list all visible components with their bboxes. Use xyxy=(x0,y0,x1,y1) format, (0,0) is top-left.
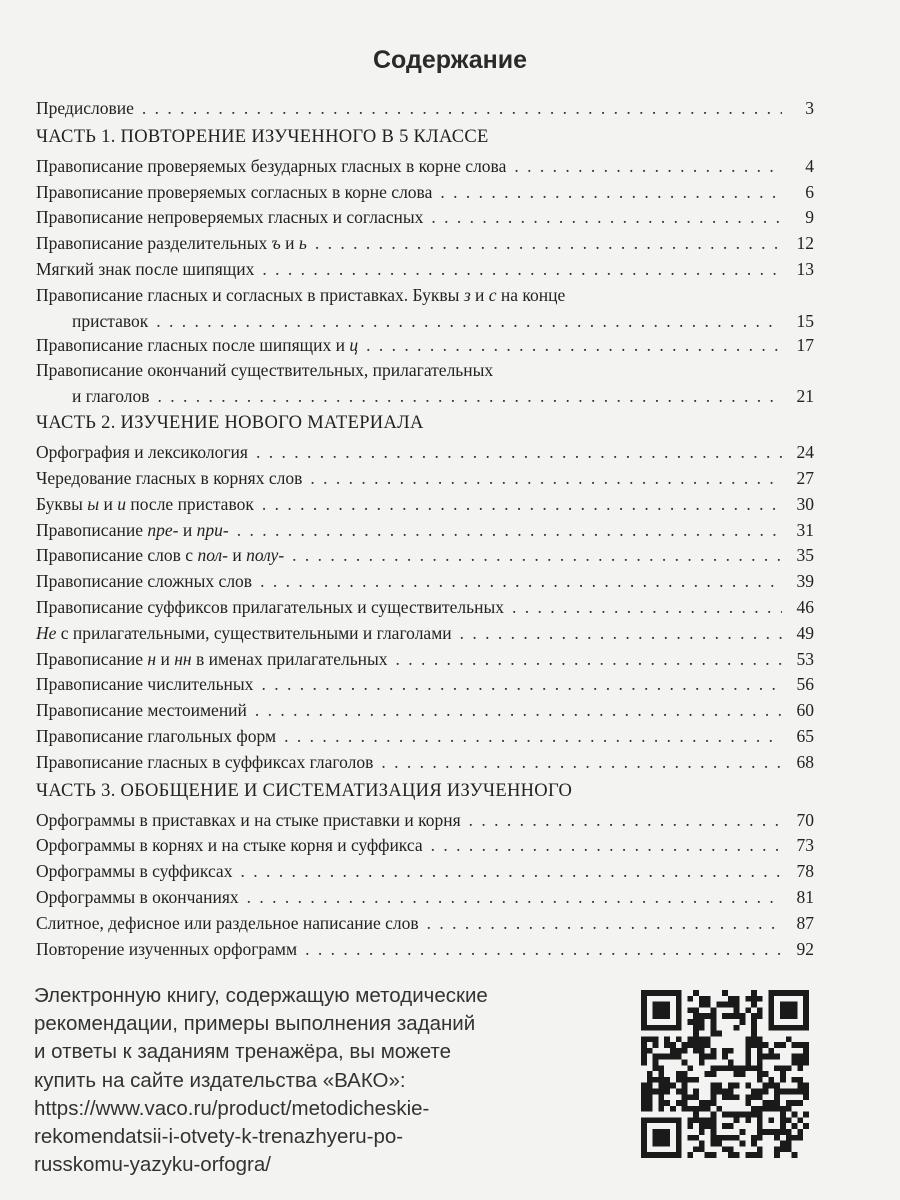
toc-entry-title xyxy=(36,939,297,960)
note-line: купить на сайте издательства «ВАКО»: xyxy=(34,1068,406,1092)
note-line: и ответы к заданиям тренажёра, вы можете xyxy=(34,1040,451,1064)
toc-entry-title xyxy=(36,913,419,934)
toc-entry-title xyxy=(36,726,276,747)
toc-entry xyxy=(36,207,814,233)
title-text: ЧАСТЬ 2. ИЗУЧЕНИЕ НОВОГО МАТЕРИАЛА xyxy=(36,413,424,434)
toc-page-number: 17 xyxy=(796,334,814,355)
title-text: Орфограммы в окончаниях xyxy=(36,886,239,907)
title-text: и xyxy=(470,284,489,305)
toc-entry-title xyxy=(36,127,489,148)
title-text: и xyxy=(178,519,197,540)
toc-entry-title xyxy=(36,752,373,773)
toc-page-number: 6 xyxy=(805,181,814,202)
toc-page-number: 15 xyxy=(796,310,814,331)
toc-entry xyxy=(36,494,814,520)
toc-entry xyxy=(36,285,814,311)
note-line: rekomendatsii-i-otvety-k-trenazhyeru-po- xyxy=(34,1125,404,1149)
toc-page-number: 46 xyxy=(796,596,814,617)
italic-letters: при- xyxy=(196,519,229,540)
dot-leader xyxy=(262,494,782,515)
title-text: ЧАСТЬ 1. ПОВТОРЕНИЕ ИЗУЧЕННОГО В 5 КЛАССЕ xyxy=(36,126,489,147)
title-text: с прилагательными, существительными и глаголами xyxy=(56,622,452,643)
toc-page-number: 49 xyxy=(796,622,814,643)
title-text: Орфограммы в суффиксах xyxy=(36,861,233,882)
toc-entry xyxy=(36,520,814,546)
toc-page-number: 39 xyxy=(796,571,814,592)
toc-entry-title xyxy=(36,861,232,882)
dot-leader xyxy=(156,311,782,332)
toc-entry-title xyxy=(36,233,307,254)
toc-entry xyxy=(36,939,814,965)
dot-leader xyxy=(292,545,782,566)
toc-entry-title xyxy=(36,810,461,831)
title-text: Орфограммы в корнях и на стыке корня и суффикса xyxy=(36,835,423,856)
toc-entry-title xyxy=(36,571,252,592)
italic-letters: и xyxy=(117,493,126,514)
title-text: Буквы xyxy=(36,493,88,514)
title-text: Правописание числительных xyxy=(36,674,254,695)
title-text: ЧАСТЬ 3. ОБОБЩЕНИЕ И СИСТЕМАТИЗАЦИЯ ИЗУЧЕННОГО xyxy=(36,780,573,801)
dot-leader xyxy=(256,442,782,463)
title-text: Мягкий знак после шипящих xyxy=(36,258,255,279)
toc-entry-title xyxy=(36,335,358,356)
toc-entry-title xyxy=(36,494,254,515)
italic-letters: ь xyxy=(298,233,307,254)
title-text: Орфография и лексикология xyxy=(36,442,248,463)
dot-leader xyxy=(469,810,782,831)
toc-section-heading xyxy=(36,127,814,156)
dot-leader xyxy=(247,887,782,908)
title-text: и xyxy=(280,233,299,254)
italic-letters: н xyxy=(147,648,157,669)
toc-entry-title xyxy=(36,386,150,407)
toc-entry-title xyxy=(36,98,134,119)
toc-entry xyxy=(36,468,814,494)
title-text: и xyxy=(227,545,247,566)
toc-entry-title xyxy=(36,781,572,802)
toc-page-number: 53 xyxy=(796,648,814,669)
toc-entry xyxy=(36,597,814,623)
toc-page-number: 65 xyxy=(796,725,814,746)
title-text: Правописание xyxy=(36,519,148,540)
dot-leader xyxy=(305,939,782,960)
title-text: в именах прилагательных xyxy=(191,648,388,669)
dot-leader xyxy=(381,752,782,773)
toc-page-number: 56 xyxy=(796,674,814,695)
page-title: Содержание xyxy=(372,46,528,74)
toc-entry-title xyxy=(36,545,284,566)
toc-page-number: 68 xyxy=(796,751,814,772)
dot-leader xyxy=(514,156,782,177)
note-line: russkomu-yazyku-orfogra/ xyxy=(34,1153,271,1177)
title-text: Правописание глагольных форм xyxy=(36,725,277,746)
dot-leader xyxy=(237,520,782,541)
title-text: Правописание непроверяемых гласных и согласных xyxy=(36,207,424,228)
italic-letters: ы xyxy=(87,493,100,514)
italic-letters: ц xyxy=(349,334,359,355)
toc-entry-title xyxy=(36,311,148,332)
italic-letters: пол- xyxy=(197,545,228,566)
dot-leader xyxy=(261,674,782,695)
italic-letters: полу- xyxy=(246,545,285,566)
dot-leader xyxy=(440,182,782,203)
title-text: и xyxy=(99,493,118,514)
dot-leader xyxy=(284,726,782,747)
toc-entry-title xyxy=(36,360,493,381)
toc-page-number: 21 xyxy=(796,386,814,407)
toc-page-number: 27 xyxy=(796,467,814,488)
toc-entry-title xyxy=(36,285,565,306)
note-line: рекомендации, примеры выполнения заданий xyxy=(34,1012,476,1036)
toc-entry-title xyxy=(36,259,254,280)
dot-leader xyxy=(366,335,782,356)
toc-entry xyxy=(36,360,814,386)
toc-entry-title xyxy=(36,413,424,434)
note-line: Электронную книгу, содержащую методические xyxy=(34,984,488,1007)
title-text: Орфограммы в приставках и на стыке приставки и корня xyxy=(36,809,461,830)
toc-entry xyxy=(36,156,814,182)
dot-leader xyxy=(158,386,782,407)
toc-page-number: 73 xyxy=(796,835,814,856)
toc-section-heading xyxy=(36,413,814,442)
dot-leader xyxy=(460,623,782,644)
ebook-note xyxy=(34,982,624,1179)
title-text: Чередование гласных в корнях слов xyxy=(36,467,303,488)
dot-leader xyxy=(142,98,782,119)
dot-leader xyxy=(262,259,782,280)
toc-entry xyxy=(36,649,814,675)
title-text: Правописание разделительных xyxy=(36,233,272,254)
dot-leader xyxy=(240,861,782,882)
title-text: Правописание сложных слов xyxy=(36,571,253,592)
toc-page-number: 13 xyxy=(796,258,814,279)
toc-entry xyxy=(36,311,814,335)
toc-entry-title xyxy=(36,156,506,177)
dot-leader xyxy=(255,700,782,721)
toc-entry-title xyxy=(36,520,229,541)
toc-entry-title xyxy=(36,835,423,856)
italic-letters: с xyxy=(488,284,497,305)
toc-page-number: 12 xyxy=(796,233,814,254)
table-of-contents xyxy=(36,98,814,964)
title-text: Правописание гласных после шипящих и xyxy=(36,334,350,355)
dot-leader xyxy=(431,207,782,228)
toc-entry-title xyxy=(36,887,239,908)
title-text: Предисловие xyxy=(36,98,134,118)
toc-entry xyxy=(36,182,814,208)
italic-letters: Не xyxy=(36,622,57,643)
title-text: Слитное, дефисное или раздельное написание слов xyxy=(36,912,419,933)
toc-entry xyxy=(36,233,814,259)
title-text: Правописание окончаний существительных, прилагательных xyxy=(36,360,494,381)
toc-entry xyxy=(36,810,814,836)
toc-entry xyxy=(36,545,814,571)
toc-entry-title xyxy=(36,674,253,695)
title-text: Правописание гласных и согласных в приставках. Буквы xyxy=(36,284,464,305)
toc-page-number: 9 xyxy=(805,207,814,228)
toc-entry xyxy=(36,623,814,649)
toc-entry-title xyxy=(36,623,452,644)
toc-section-heading xyxy=(36,781,814,810)
toc-page-number: 81 xyxy=(796,886,814,907)
toc-entry xyxy=(36,752,814,778)
italic-letters: нн xyxy=(174,648,192,669)
title-text: и xyxy=(156,648,175,669)
dot-leader xyxy=(315,233,782,254)
title-text: Правописание местоимений xyxy=(36,700,247,721)
toc-entry-title xyxy=(36,442,248,463)
title-text: Правописание проверяемых согласных в корне слова xyxy=(36,181,433,202)
toc-page-number: 92 xyxy=(796,938,814,959)
toc-entry xyxy=(36,259,814,285)
dot-leader xyxy=(260,571,782,592)
toc-entry xyxy=(36,571,814,597)
toc-entry-title xyxy=(36,468,302,489)
toc-page-number: 60 xyxy=(796,700,814,721)
toc-entry xyxy=(36,726,814,752)
title-text: Правописание проверяемых безударных гласных в корне слова xyxy=(36,155,507,176)
toc-entry-title xyxy=(36,700,247,721)
toc-entry-title xyxy=(36,597,504,618)
dot-leader xyxy=(427,913,782,934)
toc-entry xyxy=(36,887,814,913)
title-text: Правописание суффиксов прилагательных и существительных xyxy=(36,596,505,617)
dot-leader xyxy=(396,649,782,670)
title-text: Правописание xyxy=(36,648,148,669)
toc-entry-title xyxy=(36,207,423,228)
toc-page-number: 31 xyxy=(796,519,814,540)
toc-page-number: 4 xyxy=(805,155,814,176)
title-text: на конце xyxy=(496,284,566,305)
toc-entry-title xyxy=(36,649,388,670)
qr-code-icon xyxy=(641,990,809,1158)
toc-page-number: 30 xyxy=(796,493,814,514)
toc-entry xyxy=(36,674,814,700)
dot-leader xyxy=(431,835,782,856)
toc-entry xyxy=(36,442,814,468)
title-text: Правописание слов с xyxy=(36,545,198,566)
title-text: Правописание гласных в суффиксах глаголов xyxy=(36,751,374,772)
note-line: https://www.vaco.ru/product/metodicheskie- xyxy=(34,1096,430,1120)
toc-page-number: 24 xyxy=(796,442,814,463)
toc-entry xyxy=(36,700,814,726)
italic-letters: пре- xyxy=(147,519,179,540)
title-text: Повторение изученных орфограмм xyxy=(36,938,298,959)
title-text: приставок xyxy=(72,310,149,331)
toc-page-number: 78 xyxy=(796,861,814,882)
toc-entry-title xyxy=(36,182,432,203)
toc-entry xyxy=(36,861,814,887)
toc-page-number: 3 xyxy=(805,98,814,118)
dot-leader xyxy=(512,597,782,618)
italic-letters: з xyxy=(463,284,471,305)
toc-entry xyxy=(36,335,814,361)
toc-page-number: 35 xyxy=(796,545,814,566)
toc-entry xyxy=(36,913,814,939)
toc-entry xyxy=(36,386,814,410)
title-text: после приставок xyxy=(126,493,254,514)
title-text: и глаголов xyxy=(72,386,150,407)
dot-leader xyxy=(310,468,782,489)
italic-letters: ъ xyxy=(271,233,281,254)
toc-page-number: 70 xyxy=(796,809,814,830)
toc-page-number: 87 xyxy=(796,912,814,933)
toc-entry xyxy=(36,98,814,124)
toc-entry xyxy=(36,835,814,861)
